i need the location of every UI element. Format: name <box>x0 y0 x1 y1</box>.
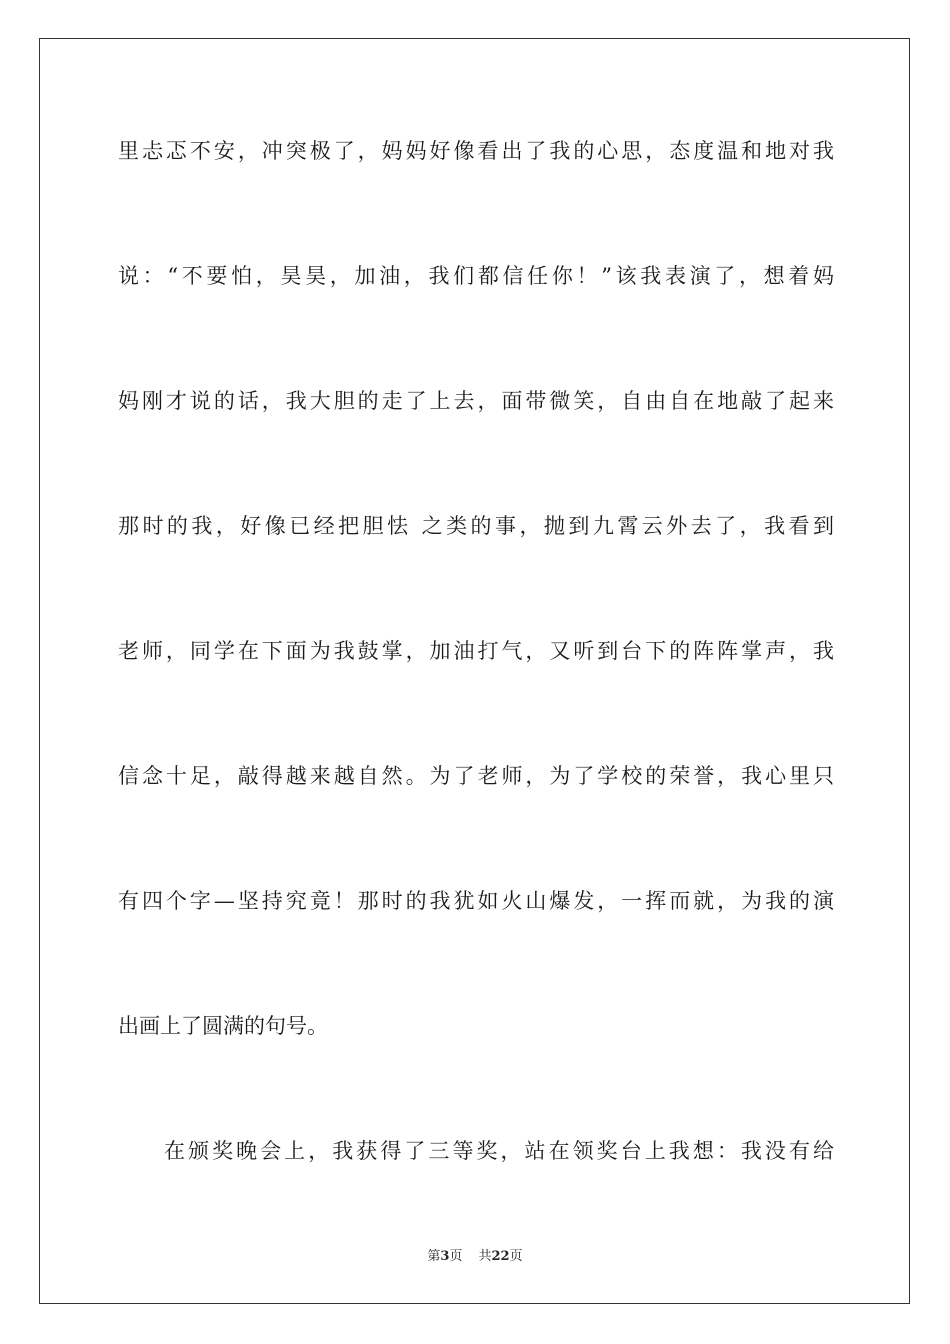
page-footer <box>0 1248 950 1266</box>
total-pages: 22 <box>491 1249 510 1264</box>
body-line-8: 出画上了圆满的句号。 <box>118 1014 328 1038</box>
body-line-2: 说：“不要怕，昊昊，加油，我们都信任你！”该我表演了，想着妈 <box>118 264 834 288</box>
body-line-5: 老师，同学在下面为我鼓掌，加油打气，又听到台下的阵阵掌声，我 <box>118 639 834 663</box>
page-suffix: 页 <box>449 1249 463 1264</box>
page-border <box>39 38 910 1304</box>
page-prefix: 第 <box>427 1249 441 1264</box>
body-line-9-paragraph-start: 在颁奖晚会上，我获得了三等奖，站在领奖台上我想：我没有给 <box>164 1139 834 1163</box>
body-line-6: 信念十足，敲得越来越自然。为了老师，为了学校的荣誉，我心里只 <box>118 764 834 788</box>
total-suffix: 页 <box>509 1249 523 1264</box>
page-number: 3 <box>440 1249 450 1264</box>
body-line-7: 有四个字—坚持究竟！那时的我犹如火山爆发，一挥而就，为我的演 <box>118 889 834 913</box>
body-line-4: 那时的我，好像已经把胆怯 之类的事，抛到九霄云外去了，我看到 <box>118 514 834 538</box>
total-prefix: 共 <box>478 1249 492 1264</box>
body-line-1: 里忐忑不安，冲突极了，妈妈好像看出了我的心思，态度温和地对我 <box>118 139 834 163</box>
body-line-3: 妈刚才说的话，我大胆的走了上去，面带微笑，自由自在地敲了起来 <box>118 389 834 413</box>
